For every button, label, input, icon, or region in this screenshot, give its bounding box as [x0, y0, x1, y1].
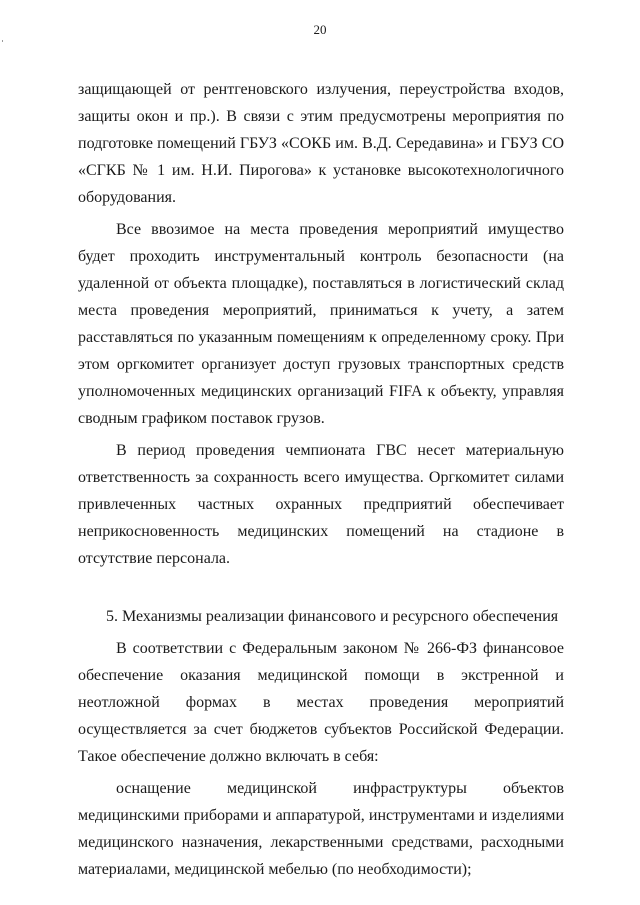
paragraph-security-control: Все ввозимое на места проведения мероприятий имущество будет проходить инструментальный контроль безопасности (на удаленной от объекта площадке), поставляться в логистический склад места проведения мероприятий, приниматься к учету, а затем расставляться по указанным помещениям к определенному сроку. При этом оргкомитет организует доступ грузовых транспортных средств уполномоченных медицинских организаций FIFA к объекту, управляя сводным графиком поставок грузов.: [78, 221, 564, 427]
scan-edge-mark: [2, 40, 3, 42]
page-number: 20: [313, 22, 327, 37]
paragraph-equipment: оснащение медицинской инфраструктуры объектов медицинскими приборами и аппаратурой, инструментами и изделиями медицинского назначения, лекарственными средствами, расходными материалами, медицинской мебелью (по необходимости);: [78, 780, 564, 878]
page-body: [78, 76, 564, 883]
paragraph-financing: В соответствии с Федеральным законом № 266-ФЗ финансовое обеспечение оказания медицинской помощи в экстренной и неотложной формах в местах проведения мероприятий осуществляется за счет бюджетов субъектов Российской Федерации. Такое обеспечение должно включать в себя:: [78, 640, 564, 765]
paragraph-continuation: защищающей от рентгеновского излучения, переустройства входов, защиты окон и пр.). В связи с этим предусмотрены мероприятия по подготовке помещений ГБУЗ «СОКБ им. В.Д. Середавина» и ГБУЗ СО «СГКБ № 1 им. Н.И. Пирогова» к установке высокотехнологичного оборудования.: [78, 81, 564, 206]
paragraph-responsibility: В период проведения чемпионата ГВС несет материальную ответственность за сохранность всего имущества. Оргкомитет силами привлеченных частных охранных предприятий обеспечивает неприкосновенность медицинских помещений на стадионе в отсутствие персонала.: [78, 442, 564, 567]
section-heading: 5. Механизмы реализации финансового и ресурсного обеспечения: [106, 608, 559, 625]
